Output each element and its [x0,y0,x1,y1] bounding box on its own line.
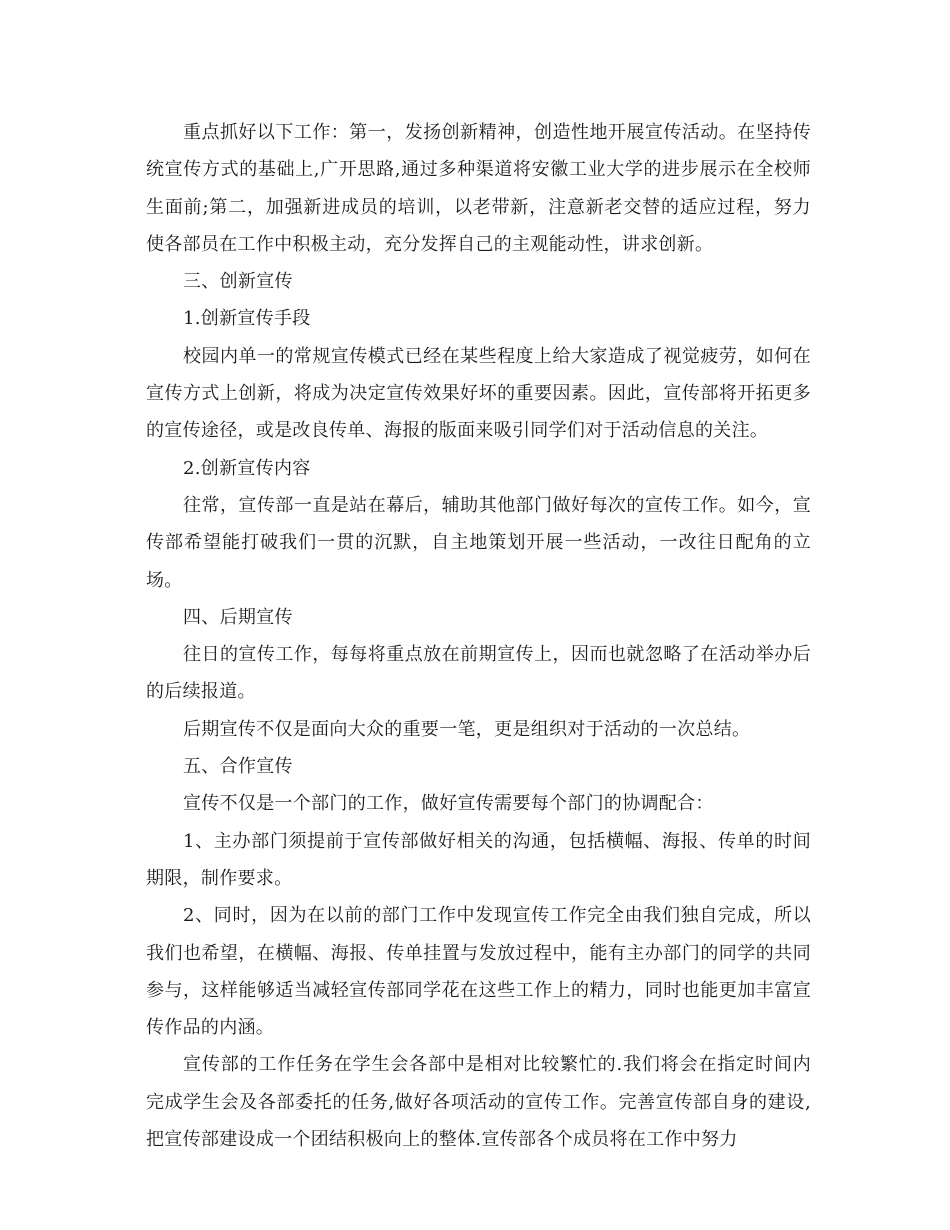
section-heading-cooperation: 五、合作宣传 [183,756,293,778]
paragraph-key-tasks: 重点抓好以下工作：第一，发扬创新精神，创造性地开展宣传活动。在坚持传统宣传方式的基础上,广开思路,通过多种渠道将安徽工业大学的进步展示在全校师生面前;第二，加强新进成员的培训，以老带新，注意新老交替的适应过程，努力使各部员在工作中积极主动，充分发挥自己的主观能动性，讲求创新。 [146,122,811,255]
paragraph-cooperation-item-1: 1、主办部门须提前于宣传部做好相关的沟通，包括横幅、海报、传单的时间期限，制作要求。 [146,830,811,889]
document-body [146,114,811,1158]
paragraph-innovative-means: 校园内单一的常规宣传模式已经在某些程度上给大家造成了视觉疲劳，如何在宣传方式上创新，将成为决定宣传效果好坏的重要因素。因此，宣传部将开拓更多的宣传途径，或是改良传单、海报的版面来吸引同学们对于活动信息的关注。 [146,345,811,442]
paragraph-cooperation-item-2: 2、同时，因为在以前的部门工作中发现宣传工作完全由我们独自完成，所以我们也希望，在横幅、海报、传单挂置与发放过程中，能有主办部门的同学的共同参与，这样能够适当减轻宣传部同学花在这些工作上的精力，同时也能更加丰富宣传作品的内涵。 [146,905,811,1039]
section-heading-innovation: 三、创新宣传 [183,271,293,293]
paragraph-post-publicity-1: 往日的宣传工作，每每将重点放在前期宣传上，因而也就忽略了在活动举办后的后续报道。 [146,644,811,703]
section-heading-post-publicity: 四、后期宣传 [183,606,293,628]
paragraph-cooperation-intro: 宣传不仅是一个部门的工作，做好宣传需要每个部门的协调配合： [183,793,714,815]
paragraph-innovative-content: 往常，宣传部一直是站在幕后，辅助其他部门做好每次的宣传工作。如今，宣传部希望能打破我们一贯的沉默，自主地策划开展一些活动，一改往日配角的立场。 [146,494,811,591]
subheading-innovative-means: 1.创新宣传手段 [183,308,311,330]
paragraph-post-publicity-2: 后期宣传不仅是面向大众的重要一笔，更是组织对于活动的一次总结。 [183,718,751,740]
subheading-innovative-content: 2.创新宣传内容 [183,457,311,479]
paragraph-summary: 宣传部的工作任务在学生会各部中是相对比较繁忙的.我们将会在指定时间内完成学生会及各部委托的任务,做好各项活动的宣传工作。完善宣传部自身的建设,把宣传部建设成一个团结积极向上的整体.宣传部各个成员将在工作中努力 [146,1054,811,1151]
